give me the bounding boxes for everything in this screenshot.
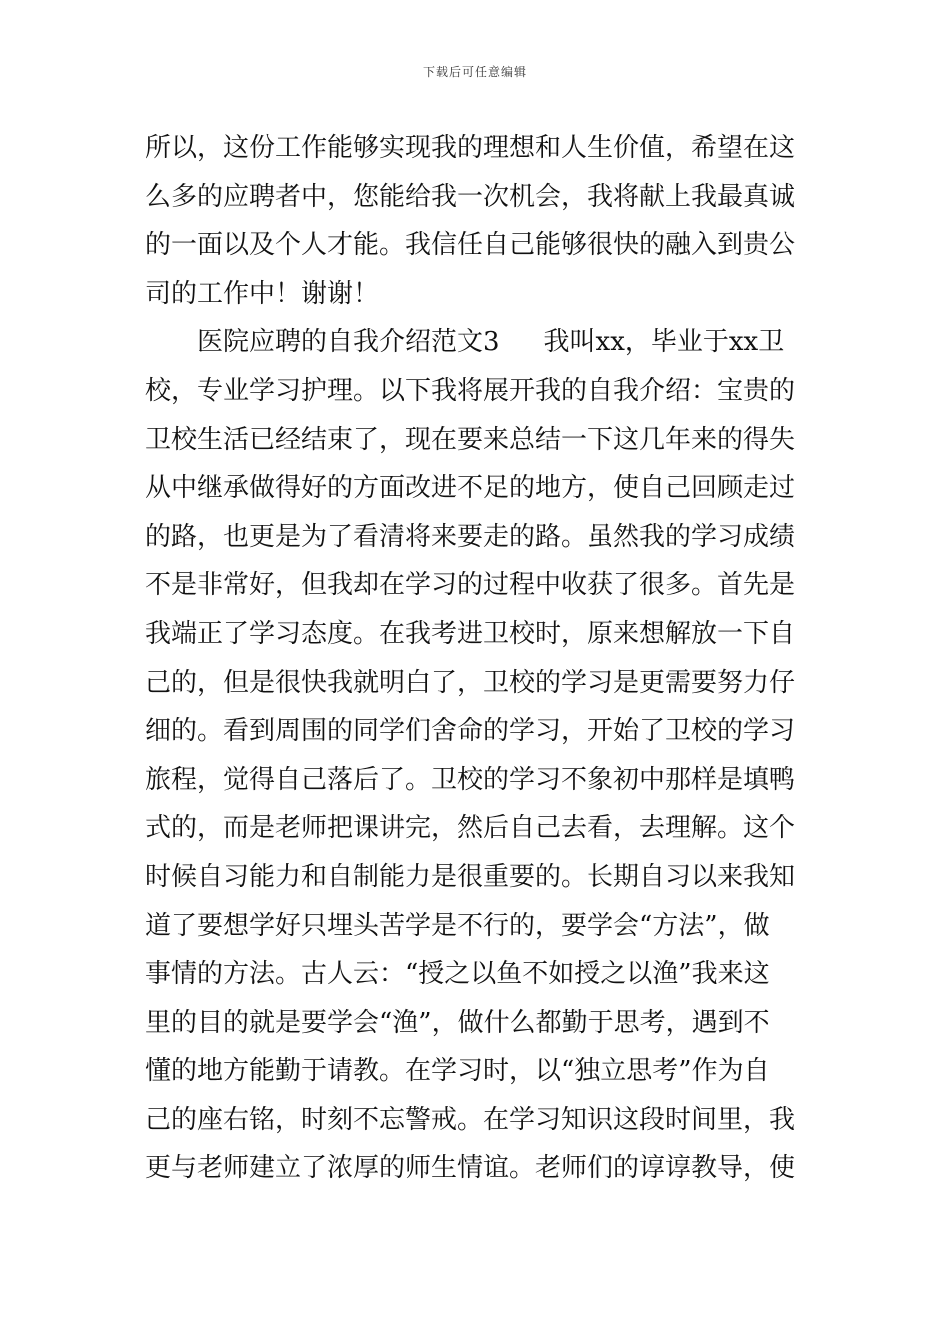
text-line: 时候自习能力和自制能力是很重要的。长期自习以来我知: [145, 861, 796, 892]
text-line: 卫校生活已经结束了，现在要来总结一下这几年来的得失: [145, 424, 796, 455]
text-line: 式的，而是老师把课讲完，然后自己去看，去理解。这个: [145, 813, 796, 844]
text-line: 所以，这份工作能够实现我的理想和人生价值，希望在这: [145, 133, 796, 163]
text-line: 司的工作中！谢谢！: [145, 278, 380, 309]
text-line: 校，专业学习护理。以下我将展开我的自我介绍：宝贵的: [145, 375, 796, 406]
text-line: 从中继承做得好的方面改进不足的地方，使自己回顾走过: [145, 473, 796, 504]
text-line: 细的。看到周围的同学们舍命的学习，开始了卫校的学习: [145, 716, 796, 747]
text-line: 己的座右铭，时刻不忘警戒。在学习知识这段时间里，我: [145, 1104, 796, 1135]
text-line: 里的目的就是要学会“渔”，做什么都勤于思考，遇到不: [145, 1007, 770, 1038]
section-first-line: [145, 318, 815, 367]
text-line: 懂的地方能勤于请教。在学习时，以“独立思考”作为自: [145, 1056, 770, 1087]
text-line: 道了要想学好只埋头苦学是不行的，要学会“方法”，做: [145, 910, 770, 941]
document-body: [145, 124, 815, 1193]
text-line: 旅程，觉得自己落后了。卫校的学习不象初中那样是填鸭: [145, 764, 796, 795]
section-heading: 医院应聘的自我介绍范文3: [197, 327, 500, 358]
text-line: 么多的应聘者中，您能给我一次机会，我将献上我最真诚: [145, 181, 796, 212]
text-line: 的路，也更是为了看清将来要走的路。虽然我的学习成绩: [145, 521, 796, 552]
text-line: 不是非常好，但我却在学习的过程中收获了很多。首先是: [145, 570, 796, 601]
page-header-note: 下载后可任意编辑: [422, 65, 527, 79]
text-line: 更与老师建立了浓厚的师生情谊。老师们的谆谆教导，使: [145, 1153, 796, 1184]
text-line: 己的，但是很快我就明白了，卫校的学习是更需要努力仔: [145, 667, 796, 698]
text-line: 我端正了学习态度。在我考进卫校时，原来想解放一下自: [145, 618, 796, 649]
section-first-line-text: 我叫xx，毕业于xx卫: [543, 327, 785, 358]
text-line: 事情的方法。古人云：“授之以鱼不如授之以渔”我来这: [145, 959, 770, 990]
text-line: 的一面以及个人才能。我信任自己能够很快的融入到贵公: [145, 230, 796, 261]
